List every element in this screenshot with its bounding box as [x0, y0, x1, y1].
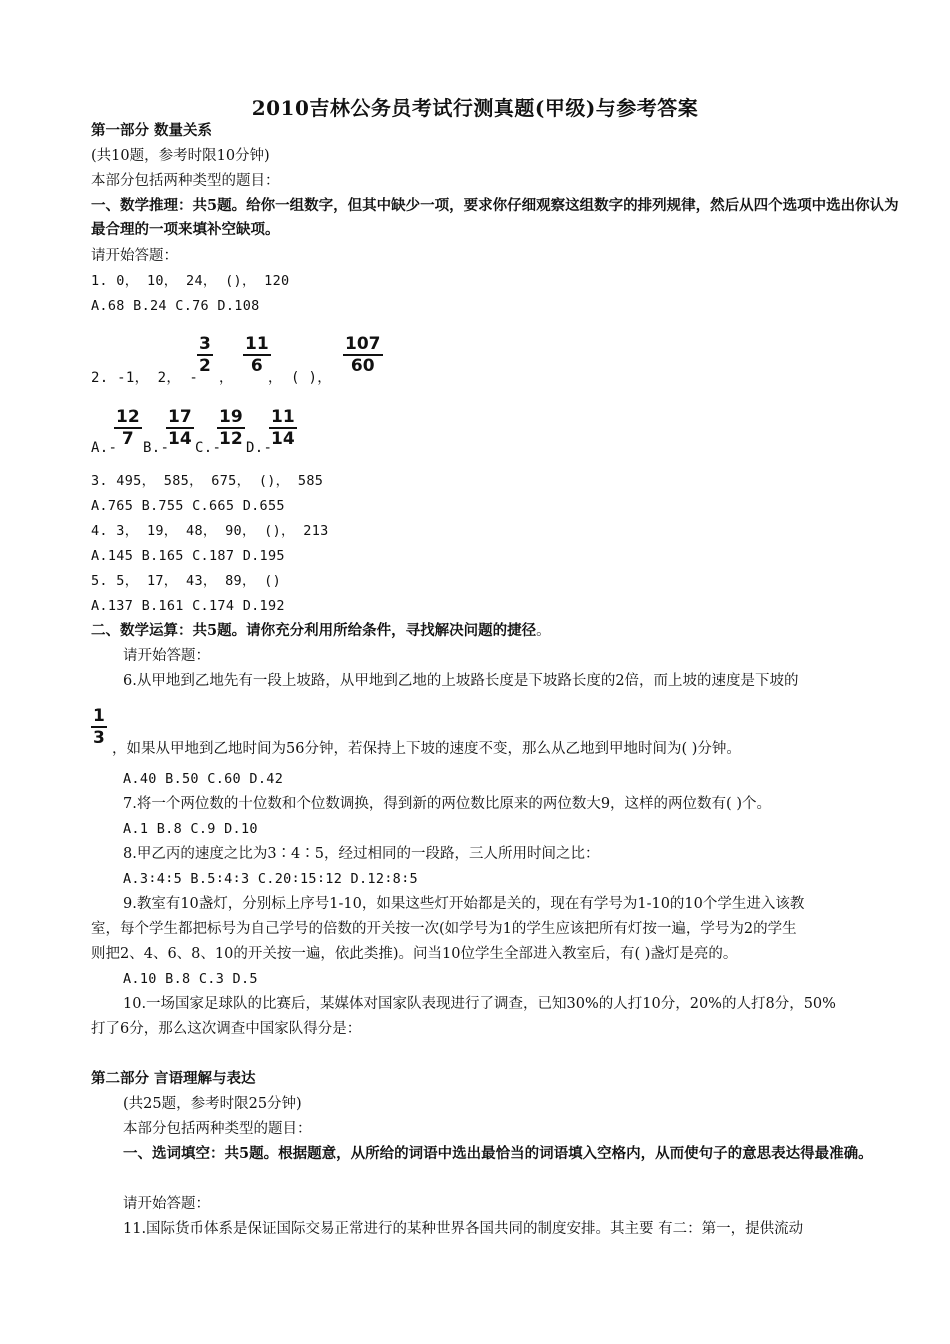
- section-word-fill-heading: 一、选词填空：共5题。根据题意，从所给的词语中选出最恰当的词语填入空格内，从而使句子的意思表达得最准确。: [123, 1145, 873, 1162]
- question-9-line-1: 9.教室有10盏灯，分别标上序号1-10，如果这些灯开始都是关的，现在有学号为1-10的10个学生进入该教: [123, 896, 805, 912]
- fraction-numerator: 11: [245, 334, 269, 354]
- start-prompt-2: 请开始答题：: [123, 648, 210, 664]
- question-2-option-a-label: A.-: [91, 440, 118, 456]
- question-9-line-3: 则把2、4、6、8、10的开关按一遍，依此类推)。问当10位学生全部进入教室后，有( )盏灯是亮的。: [91, 946, 738, 962]
- question-2-text: 2. -1， 2， -: [91, 370, 199, 386]
- part2-note: (共25题，参考时限25分钟): [123, 1096, 302, 1112]
- fraction-numerator: 12: [116, 407, 140, 427]
- question-5: 5. 5， 17， 43， 89， (): [91, 573, 282, 589]
- question-4-options: A.145 B.165 C.187 D.195: [91, 548, 285, 564]
- question-11: 11.国际货币体系是保证国际交易正常进行的某种世界各国共同的制度安排。其主要 有二：第一，提供流动: [123, 1221, 804, 1237]
- question-4: 4. 3， 19， 48， 90， ()， 213: [91, 523, 329, 539]
- fraction-denominator: 6: [250, 356, 263, 376]
- question-8-options: A.3∶4∶5 B.5∶4∶3 C.20∶15∶12 D.12∶8∶5: [123, 871, 418, 887]
- question-6-line-1: 6.从甲地到乙地先有一段上坡路，从甲地到乙地的上坡路长度是下坡路长度的2倍，而上坡的速度是下坡的: [123, 673, 799, 689]
- fraction-denominator: 12: [219, 429, 243, 449]
- question-2-option-b-fraction: [166, 407, 194, 449]
- part2-intro: 本部分包括两种类型的题目：: [123, 1121, 312, 1137]
- question-2-option-a-fraction: [114, 407, 142, 449]
- question-6-options: A.40 B.50 C.60 D.42: [123, 771, 284, 787]
- question-2-option-c-label: C.-: [195, 440, 222, 456]
- fraction-numerator: 107: [345, 334, 381, 354]
- question-3-options: A.765 B.755 C.665 D.655: [91, 498, 285, 514]
- fraction-numerator: 19: [219, 407, 243, 427]
- fraction-denominator: 7: [121, 429, 134, 449]
- question-6-line-2: ，如果从甲地到乙地时间为56分钟，若保持上下坡的速度不变，那么从乙地到甲地时间为( )分钟。: [112, 741, 741, 757]
- question-2-option-c-fraction: [217, 407, 245, 449]
- question-1: 1. 0， 10， 24， ()， 120: [91, 273, 290, 289]
- question-9-options: A.10 B.8 C.3 D.5: [123, 971, 258, 987]
- section-number-operations-heading: [91, 620, 551, 642]
- fraction-denominator: 2: [199, 356, 211, 376]
- part2-heading: 第二部分 言语理解与表达: [91, 1070, 256, 1087]
- part1-note: (共10题，参考时限10分钟): [91, 148, 270, 164]
- part1-intro: 本部分包括两种类型的题目：: [91, 173, 280, 189]
- fraction-numerator: 11: [271, 407, 295, 427]
- question-1-options: A.68 B.24 C.76 D.108: [91, 298, 260, 314]
- question-2-option-d-fraction: [269, 407, 297, 449]
- part1-heading: 第一部分 数量关系: [91, 122, 213, 139]
- fraction-denominator: 60: [350, 356, 375, 376]
- question-3: 3. 495， 585， 675， ()， 585: [91, 473, 324, 489]
- question-2-fraction-1: [197, 334, 213, 376]
- fraction-denominator: 14: [271, 429, 295, 449]
- question-2-separator: ，: [219, 370, 233, 386]
- question-2-fraction-2: [243, 334, 271, 376]
- question-7: 7.将一个两位数的十位数和个位数调换，得到新的两位数比原来的两位数大9，这样的两位数有( )个。: [123, 796, 771, 812]
- question-2-option-b-label: B.-: [143, 440, 170, 456]
- question-6-fraction: [91, 706, 107, 748]
- question-9-line-2: 室，每个学生都把标号为自己学号的倍数的开关按一次(如学号为1的学生应该把所有灯按一遍，学号为2的学生: [91, 921, 797, 937]
- section-heading-end: 。: [536, 623, 551, 639]
- question-7-options: A.1 B.8 C.9 D.10: [123, 821, 258, 837]
- page-title: 2010吉林公务员考试行测真题(甲级)与参考答案: [251, 96, 699, 120]
- question-10-line-1: 10.一场国家足球队的比赛后，某媒体对国家队表现进行了调查，已知30%的人打10分，20%的人打8分，50%: [123, 996, 836, 1012]
- question-2-blank: ， ( )，: [268, 370, 332, 386]
- fraction-denominator: 3: [93, 728, 105, 748]
- start-prompt: 请开始答题：: [91, 248, 178, 264]
- question-8: 8.甲乙丙的速度之比为3∶4∶5，经过相同的一段路，三人所用时间之比：: [123, 846, 600, 862]
- section-heading-bold: 二、数学运算：共5题。请你充分利用所给条件，寻找解决问题的捷径: [91, 622, 537, 639]
- question-2-option-d-label: D.-: [246, 440, 273, 456]
- fraction-numerator: 1: [93, 706, 105, 726]
- fraction-denominator: 14: [168, 429, 192, 449]
- fraction-numerator: 3: [199, 334, 211, 354]
- fraction-numerator: 17: [168, 407, 192, 427]
- question-10-line-2: 打了6分，那么这次调查中国家队得分是：: [91, 1021, 362, 1037]
- start-prompt-3: 请开始答题：: [123, 1196, 210, 1212]
- question-2-fraction-3: [343, 334, 383, 376]
- section-number-reasoning-heading: 一、数学推理：共5题。给你一组数字，但其中缺少一项，要求你仔细观察这组数字的排列规律，然后从四个选项中选出你认为最合理的一项来填补空缺项。: [91, 197, 899, 238]
- question-5-options: A.137 B.161 C.174 D.192: [91, 598, 285, 614]
